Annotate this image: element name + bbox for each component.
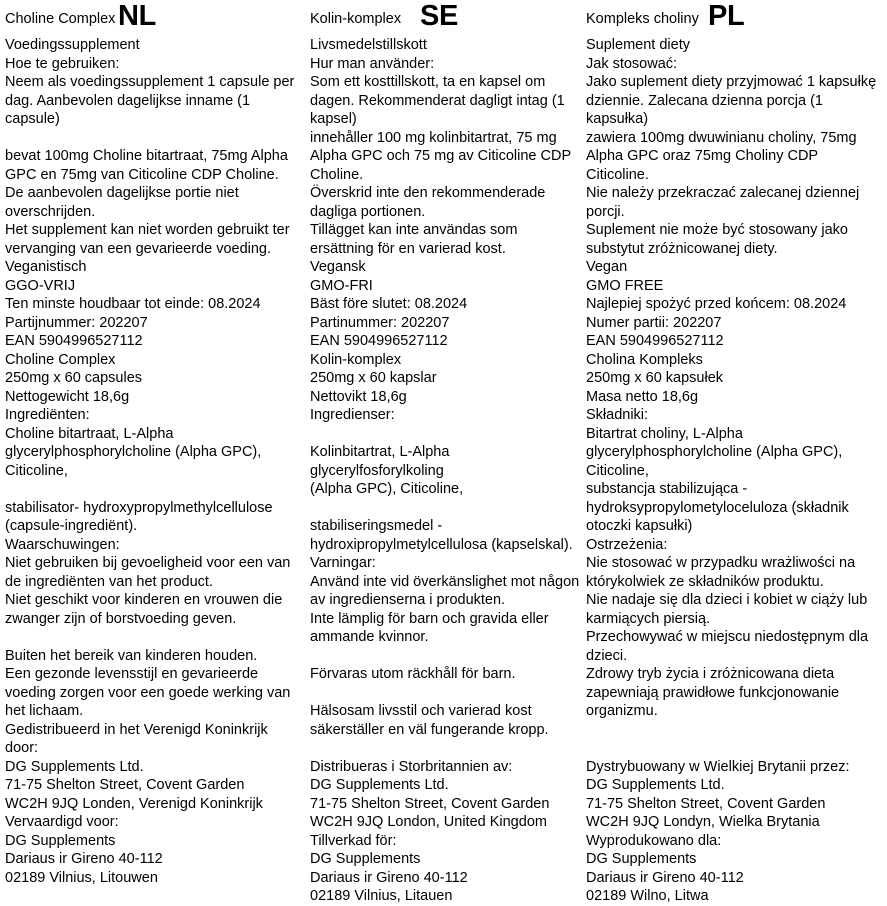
label-line: stabiliseringsmedel -	[310, 518, 443, 534]
label-line-spacer	[5, 628, 301, 647]
label-line: Livsmedelstillskott	[310, 37, 427, 53]
label-line: WC2H 9JQ London, United Kingdom	[310, 814, 547, 830]
label-line: 71-75 Shelton Street, Covent Garden	[586, 795, 826, 812]
label-line: Numer partii: 202207	[586, 314, 722, 331]
column-header-pl	[586, 0, 885, 36]
label-line: Voedingssupplement	[5, 37, 140, 53]
label-line: Kolinbitartrat, L-Alpha glycerylfosforylkoling	[310, 444, 454, 479]
label-line: Vegansk	[310, 259, 366, 275]
label-line: Vegan	[586, 259, 628, 275]
label-line: WC2H 9JQ Londen, Verenigd Koninkrijk	[5, 795, 263, 812]
language-column-pl	[583, 0, 887, 906]
label-line-spacer	[310, 684, 583, 703]
label-line: Inte lämplig för barn och gravida eller	[310, 610, 549, 627]
label-line-spacer	[310, 499, 583, 518]
label-line: Najlepiej spożyć przed końcem: 08.2024	[586, 296, 847, 312]
label-line: 02189 Vilnius, Litauen	[310, 888, 453, 904]
label-line: Het supplement kan niet worden gebruikt ter	[5, 222, 290, 238]
label-line: Waarschuwingen:	[5, 536, 120, 553]
label-line: Tillägget kan inte användas som	[310, 222, 518, 238]
label-line: substytut zróżnicowanej diety.	[586, 240, 778, 257]
label-line: (capsule-ingrediënt).	[5, 518, 138, 534]
label-line: Hoe te gebruiken:	[5, 55, 120, 72]
label-line: WC2H 9JQ Londyn, Wielka Brytania	[586, 814, 820, 830]
label-line: Varningar:	[310, 555, 376, 571]
label-line: Neem als voedingssupplement 1 capsule per	[5, 74, 295, 90]
label-line: zapewniają prawidłowe funkcjonowanie	[586, 684, 840, 701]
label-line: Nettovikt 18,6g	[310, 388, 407, 405]
label-line: Składniki:	[586, 407, 649, 423]
label-line: dziennie. Zalecana dzienna porcja (1	[586, 92, 823, 109]
label-line: kapsel)	[310, 111, 357, 127]
language-code-se: SE	[420, 0, 459, 32]
language-code-nl: NL	[118, 0, 157, 32]
label-line: innehåller 100 mg kolinbitartrat, 75 mg	[310, 129, 557, 146]
label-line: GMO-FRI	[310, 277, 373, 294]
language-code-pl: PL	[708, 0, 745, 32]
label-line: GGO-VRIJ	[5, 277, 76, 294]
label-line: Dariaus ir Gireno 40-112	[586, 869, 744, 886]
label-line: av ingredienserna i produkten.	[310, 592, 506, 608]
label-line: bevat 100mg Choline bitartraat, 75mg Alpha	[5, 148, 288, 164]
label-line: Ten minste houdbaar tot einde: 08.2024	[5, 296, 261, 312]
label-line: Tillverkad för:	[310, 832, 397, 849]
label-line: Alpha GPC oraz 75mg Choliny CDP	[586, 148, 819, 164]
label-line: Dariaus ir Gireno 40-112	[5, 851, 163, 867]
label-line: dagliga portionen.	[310, 203, 426, 220]
product-name-pl: Kompleks choliny	[586, 11, 699, 27]
label-text-nl	[5, 36, 301, 887]
label-line: Alpha GPC och 75 mg av Citicoline CDP	[310, 148, 572, 164]
label-line: Buiten het bereik van kinderen houden.	[5, 647, 258, 664]
label-line: Citicoline,	[5, 462, 68, 479]
label-line: capsule)	[5, 111, 60, 127]
label-line: Cholina Kompleks	[586, 351, 703, 368]
label-line: zwanger zijn of borstvoeding geven.	[5, 610, 237, 627]
label-line: organizmu.	[586, 703, 658, 719]
label-line: (Alpha GPC), Citicoline,	[310, 481, 464, 497]
product-name-se: Kolin-komplex	[310, 11, 402, 27]
label-line: karmiących piersią.	[586, 610, 711, 627]
label-line: door:	[5, 740, 39, 756]
label-line: DG Supplements	[5, 832, 116, 849]
label-line: ersättning för en varierad kost.	[310, 240, 506, 257]
label-line: Citicoline,	[586, 462, 649, 479]
label-line: Nie stosować w przypadku wrażliwości na	[586, 555, 856, 571]
label-text-se	[310, 36, 583, 906]
label-line: EAN 5904996527112	[586, 333, 724, 349]
label-line: DG Supplements	[586, 851, 697, 867]
label-line: vervanging van een gevarieerde voeding.	[5, 240, 272, 257]
label-line: Choline bitartraat, L-Alpha	[5, 425, 174, 442]
label-line-spacer	[586, 739, 885, 758]
label-line: Som ett kosttillskott, ta en kapsel om	[310, 74, 546, 90]
label-line-spacer	[310, 647, 583, 666]
label-line: 71-75 Shelton Street, Covent Garden	[310, 795, 550, 812]
label-line-spacer	[586, 721, 885, 740]
label-line: Choline Complex	[5, 351, 116, 368]
label-line: kapsułka)	[586, 111, 649, 127]
label-line: Masa netto 18,6g	[586, 388, 699, 405]
label-line: Niet gebruiken bij gevoeligheid voor een van	[5, 555, 291, 571]
label-line: Överskrid inte den rekommenderade	[310, 185, 546, 201]
label-line: Veganistisch	[5, 259, 87, 275]
label-line: EAN 5904996527112	[310, 333, 448, 349]
label-line: dzieci.	[586, 647, 628, 664]
label-line: voeding zorgen voor een goede werking van	[5, 684, 291, 701]
label-line: hydroxipropylmetylcellulosa (kapselskal).	[310, 536, 573, 553]
column-header-nl	[5, 0, 301, 36]
label-line: Zdrowy tryb życia i zróżnicowana dieta	[586, 666, 835, 682]
label-line-spacer	[310, 425, 583, 444]
label-line: dagen. Rekommenderat dagligt intag (1	[310, 92, 565, 109]
label-line: otoczki kapsułki)	[586, 518, 693, 534]
label-line: säkerställer en väl fungerande kropp.	[310, 721, 549, 738]
label-line: Hur man använder:	[310, 55, 435, 72]
product-name-nl: Choline Complex	[5, 11, 116, 27]
label-line: het lichaam.	[5, 703, 84, 719]
label-line: którykolwiek ze składników produktu.	[586, 573, 824, 590]
label-line: Jako suplement diety przyjmować 1 kapsułkę	[586, 74, 877, 90]
label-line: Nie nadaje się dla dzieci i kobiet w ciąży lub	[586, 592, 868, 608]
label-line-spacer	[310, 739, 583, 758]
label-line: DG Supplements	[310, 851, 421, 867]
label-line: Använd inte vid överkänslighet mot någon	[310, 573, 580, 590]
label-line: glycerylphosphorylcholine (Alpha GPC),	[5, 444, 262, 460]
label-line: De aanbevolen dagelijkse portie niet	[5, 185, 239, 201]
label-line: hydroksypropylometyloceluloza (składnik	[586, 499, 849, 516]
label-line: 250mg x 60 kapsułek	[586, 370, 724, 386]
label-line: Nettogewicht 18,6g	[5, 388, 130, 405]
label-line: Choline.	[310, 166, 364, 183]
language-column-nl	[0, 0, 305, 887]
label-line: Vervaardigd voor:	[5, 814, 119, 830]
label-line: 02189 Wilno, Litwa	[586, 888, 709, 904]
label-line: porcji.	[586, 203, 625, 220]
label-line: Suplement nie może być stosowany jako	[586, 222, 848, 238]
label-line: dag. Aanbevolen dagelijkse inname (1	[5, 92, 251, 109]
column-header-se	[310, 0, 583, 36]
label-line: 02189 Vilnius, Litouwen	[5, 869, 158, 886]
label-line: Citicoline.	[586, 166, 649, 183]
label-line: Ingredienser:	[310, 407, 395, 423]
label-line: Niet geschikt voor kinderen en vrouwen die	[5, 592, 283, 608]
label-line: Gedistribueerd in het Verenigd Koninkrijk	[5, 721, 268, 738]
label-line: Jak stosować:	[586, 55, 678, 72]
label-line: Przechowywać w miejscu niedostępnym dla	[586, 629, 869, 645]
label-line: ammande kvinnor.	[310, 629, 429, 645]
label-line-spacer	[5, 480, 301, 499]
label-line: Een gezonde levensstijl en gevarieerde	[5, 666, 259, 682]
label-text-pl	[586, 36, 885, 906]
language-column-se	[305, 0, 583, 906]
label-line: Bäst före slutet: 08.2024	[310, 296, 468, 312]
label-line: de ingrediënten van het product.	[5, 573, 213, 590]
label-line: DG Supplements Ltd.	[586, 777, 725, 793]
label-line: 71-75 Shelton Street, Covent Garden	[5, 777, 245, 793]
label-line: DG Supplements Ltd.	[5, 758, 144, 775]
label-line: GMO FREE	[586, 277, 664, 294]
label-line: Suplement diety	[586, 37, 690, 53]
label-line: Distribueras i Storbritannien av:	[310, 758, 513, 775]
label-line: Partinummer: 202207	[310, 314, 450, 331]
label-line: glycerylphosphorylcholine (Alpha GPC),	[586, 444, 843, 460]
label-line: Hälsosam livsstil och varierad kost	[310, 703, 532, 719]
label-line: Ingrediënten:	[5, 407, 90, 423]
label-line: GPC en 75mg van Citicoline CDP Choline.	[5, 166, 279, 183]
label-line: Kolin-komplex	[310, 351, 402, 368]
label-line: Wyprodukowano dla:	[586, 832, 722, 849]
label-line: Dariaus ir Gireno 40-112	[310, 869, 468, 886]
label-line: Bitartrat choliny, L-Alpha	[586, 425, 743, 442]
label-line: Nie należy przekraczać zalecanej dziennej	[586, 185, 860, 201]
label-line: DG Supplements Ltd.	[310, 777, 449, 793]
label-line-spacer	[5, 129, 301, 148]
label-line: zawiera 100mg dwuwinianu choliny, 75mg	[586, 129, 857, 146]
label-line: overschrijden.	[5, 203, 96, 220]
label-line: Dystrybuowany w Wielkiej Brytanii przez:	[586, 758, 850, 775]
label-line: EAN 5904996527112	[5, 333, 143, 349]
label-line: stabilisator- hydroxypropylmethylcellulose	[5, 499, 273, 516]
label-line: substancja stabilizująca -	[586, 481, 748, 497]
label-line: Ostrzeżenia:	[586, 536, 668, 553]
label-line: 250mg x 60 kapslar	[310, 370, 437, 386]
label-line: 250mg x 60 capsules	[5, 370, 143, 386]
label-line: Förvaras utom räckhåll för barn.	[310, 666, 516, 682]
label-line: Partijnummer: 202207	[5, 314, 148, 331]
